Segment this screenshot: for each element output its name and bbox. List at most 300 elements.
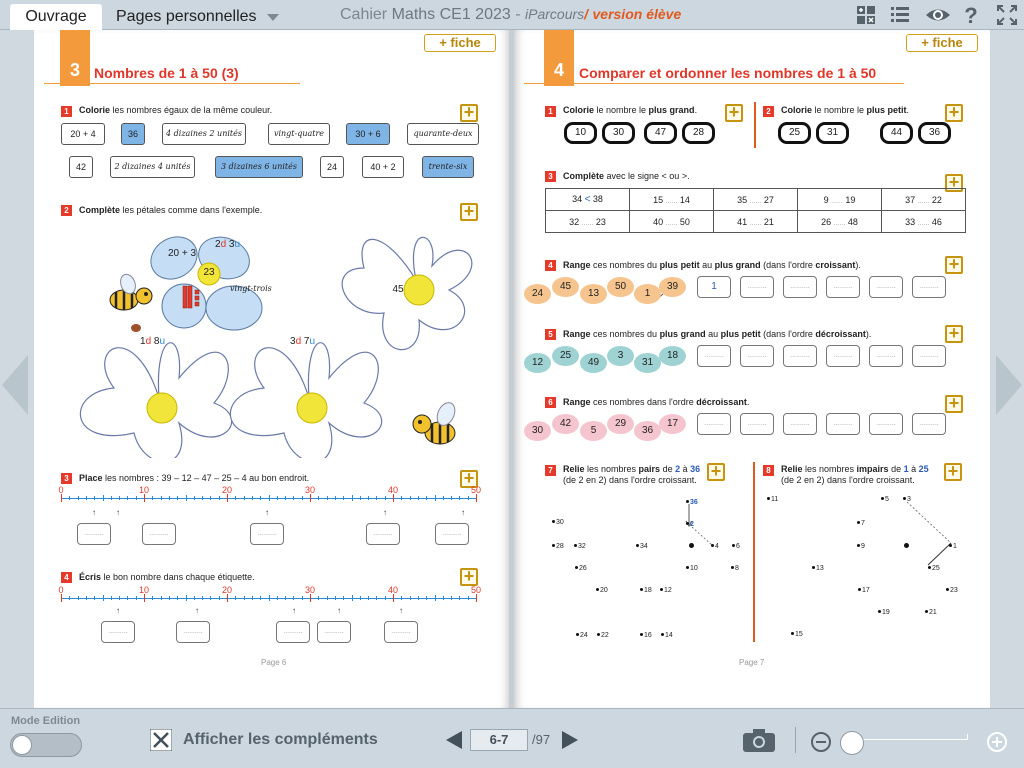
- glasses-lens[interactable]: 47: [644, 122, 677, 144]
- svg-text:?: ?: [964, 4, 978, 26]
- answer-box[interactable]: ..........: [697, 345, 731, 367]
- number-line-tick: [78, 496, 79, 500]
- grid-icon[interactable]: [855, 4, 877, 26]
- flower-center-number: 45: [392, 284, 404, 295]
- connect-dot[interactable]: [597, 633, 600, 636]
- connect-dot-label: 12: [664, 587, 672, 594]
- number-line-tick: [152, 496, 153, 500]
- number-line-tick: [111, 596, 112, 600]
- connect-dot[interactable]: [881, 497, 884, 500]
- number-line-tick: [335, 496, 336, 500]
- connect-dot[interactable]: [857, 544, 860, 547]
- number-bubble[interactable]: 13: [580, 284, 607, 304]
- arrow-up-icon: ↑: [383, 508, 387, 517]
- arrow-up-icon: ↑: [399, 606, 403, 615]
- exercise-number: 1: [545, 106, 556, 117]
- connect-dot-label: 3: [907, 496, 911, 503]
- answer-box[interactable]: ..........: [869, 413, 903, 435]
- connect-dot-label: 9: [861, 543, 865, 550]
- number-bubble[interactable]: 39: [659, 277, 686, 297]
- list-icon[interactable]: [889, 4, 911, 26]
- title-maths: Maths CE1 2023: [391, 6, 511, 23]
- answer-box[interactable]: ..........: [740, 413, 774, 435]
- number-line-tick: [451, 496, 452, 500]
- number-line-label: 10: [138, 485, 149, 495]
- answer-box[interactable]: ..........: [366, 523, 400, 545]
- close-icon[interactable]: [150, 729, 172, 751]
- zoom-out-icon[interactable]: [810, 731, 832, 753]
- exercise-number: 2: [61, 205, 72, 216]
- arrow-up-icon: ↑: [92, 508, 96, 517]
- number-line-tick: [177, 596, 178, 600]
- exercise-number: 2: [763, 106, 774, 117]
- zoom-in-icon[interactable]: [986, 731, 1008, 753]
- number-bubble[interactable]: 42: [552, 414, 579, 434]
- connect-dot-label: 21: [929, 609, 937, 616]
- connect-dot[interactable]: [903, 497, 906, 500]
- arrow-up-icon: ↑: [265, 508, 269, 517]
- book-spread: [34, 30, 990, 708]
- answer-box[interactable]: ..........: [740, 276, 774, 298]
- number-line-tick: [393, 494, 394, 502]
- fiche-button[interactable]: + fiche: [906, 34, 978, 52]
- plus-button[interactable]: +: [945, 325, 963, 343]
- number-line-tick: [136, 596, 137, 600]
- chapter-number: 3: [60, 30, 90, 86]
- arrow-up-icon: ↑: [116, 606, 120, 615]
- glasses-lens[interactable]: 30: [602, 122, 635, 144]
- number-line-tick: [86, 596, 87, 600]
- petal-tens-units: 2d 3u: [215, 239, 241, 250]
- number-line-label: 50: [470, 485, 481, 495]
- fiche-button[interactable]: + fiche: [424, 34, 496, 52]
- number-line-tick: [227, 494, 228, 502]
- number-line-tick: [235, 596, 236, 600]
- number-line-label: 40: [387, 585, 398, 595]
- connect-dot[interactable]: [686, 566, 689, 569]
- answer-box[interactable]: ..........: [697, 413, 731, 435]
- connect-dot[interactable]: [949, 544, 952, 547]
- answer-box[interactable]: ..........: [912, 345, 946, 367]
- comparison-cell[interactable]: 32 ...... 23: [546, 211, 630, 233]
- number-line-tick: [376, 496, 377, 500]
- exercise-number: 6: [545, 397, 556, 408]
- answer-box[interactable]: ..........: [869, 345, 903, 367]
- glasses-lens[interactable]: 31: [816, 122, 849, 144]
- comparison-cell[interactable]: 15 ...... 14: [630, 189, 714, 211]
- number-line-tick: [61, 594, 62, 602]
- number-line-tick: [401, 496, 402, 500]
- answer-box[interactable]: ..........: [912, 413, 946, 435]
- number-line-tick: [410, 596, 411, 600]
- plus-button[interactable]: +: [944, 463, 962, 481]
- chapter-title: Nombres de 1 à 50 (3): [94, 65, 239, 81]
- comparison-cell[interactable]: 35 ...... 27: [714, 189, 798, 211]
- comparison-cell[interactable]: 37 ...... 22: [882, 189, 966, 211]
- document-title: [340, 6, 681, 24]
- number-line-tick: [352, 495, 353, 501]
- plus-button[interactable]: +: [460, 568, 478, 586]
- title-cahier: Cahier: [340, 6, 388, 23]
- zoom-slider-knob[interactable]: [840, 731, 864, 755]
- exercise-number: 3: [545, 171, 556, 182]
- arrow-up-icon: ↑: [292, 606, 296, 615]
- number-line-label: 0: [58, 485, 64, 495]
- number-line-tick: [252, 596, 253, 600]
- number-line-tick: [468, 496, 469, 500]
- petal-word: vingt-trois: [230, 284, 272, 293]
- chapter-number: 4: [544, 30, 574, 86]
- connect-dot-label: 6: [736, 543, 740, 550]
- number-line-tick: [61, 494, 62, 502]
- title-slash: /: [584, 6, 589, 22]
- connect-dot[interactable]: [791, 632, 794, 635]
- answer-box[interactable]: ..........: [912, 276, 946, 298]
- number-line-tick: [476, 494, 477, 502]
- connect-dot[interactable]: [640, 588, 643, 591]
- next-page-icon[interactable]: [560, 729, 580, 751]
- answer-box[interactable]: ..........: [783, 345, 817, 367]
- previous-page-arrow-icon[interactable]: [0, 355, 30, 415]
- connect-dot-label: 11: [771, 496, 779, 503]
- connect-dot[interactable]: [928, 566, 931, 569]
- number-line-tick: [136, 496, 137, 500]
- answer-box[interactable]: 1: [697, 276, 731, 298]
- connect-dot-label: 23: [950, 587, 958, 594]
- number-line-tick: [376, 596, 377, 600]
- answer-box[interactable]: ..........: [176, 621, 210, 643]
- connect-dot[interactable]: [686, 500, 689, 503]
- connect-dot[interactable]: [732, 544, 735, 547]
- number-bubble[interactable]: 17: [659, 414, 686, 434]
- connect-dot-label: 10: [690, 565, 698, 572]
- number-line-tick: [285, 496, 286, 500]
- connect-dot[interactable]: [731, 566, 734, 569]
- connect-dot[interactable]: [596, 588, 599, 591]
- number-line-tick: [69, 596, 70, 600]
- exercise-instruction: Complète avec le signe < ou >.: [563, 171, 690, 181]
- exercise-instruction: Place les nombres : 39 – 12 – 47 – 25 – 4 au bon endroit.: [79, 473, 310, 483]
- number-line-tick: [459, 496, 460, 500]
- bottom-toolbar: [0, 708, 1024, 768]
- exercise-instruction-line2: (de 2 en 2) dans l'ordre croissant.: [563, 475, 697, 485]
- comparison-cell[interactable]: 41 ...... 21: [714, 211, 798, 233]
- page-input[interactable]: 6-7: [470, 729, 528, 751]
- afficher-complements-label[interactable]: Afficher les compléments: [183, 731, 378, 748]
- answer-box[interactable]: ..........: [826, 345, 860, 367]
- exercise-instruction: Colorie le nombre le plus petit.: [781, 105, 910, 115]
- number-line-tick: [401, 596, 402, 600]
- plus-button[interactable]: +: [707, 463, 725, 481]
- number-line-tick: [393, 594, 394, 602]
- connect-dot[interactable]: [576, 633, 579, 636]
- glasses-lens[interactable]: 44: [880, 122, 913, 144]
- connect-dot-label: 7: [861, 520, 865, 527]
- plus-button[interactable]: +: [945, 256, 963, 274]
- answer-box[interactable]: ..........: [77, 523, 111, 545]
- number-line-tick: [352, 595, 353, 601]
- connect-dot[interactable]: [574, 544, 577, 547]
- previous-page-icon[interactable]: [444, 729, 464, 751]
- number-line-tick: [443, 596, 444, 600]
- connect-dot-label: 19: [882, 609, 890, 616]
- connect-dot[interactable]: [946, 588, 949, 591]
- number-line-tick: [435, 595, 436, 601]
- answer-box[interactable]: ..........: [435, 523, 469, 545]
- connect-dot-label: 34: [640, 543, 648, 550]
- tag[interactable]: 4 dizaines 2 unités: [162, 123, 246, 145]
- comparison-cell[interactable]: 9 ...... 19: [798, 189, 882, 211]
- number-line-tick: [202, 496, 203, 500]
- number-line-tick: [327, 596, 328, 600]
- number-line-tick: [186, 495, 187, 501]
- page-left: [34, 30, 510, 708]
- exercise-instruction: Colorie le nombre le plus grand.: [563, 105, 698, 115]
- zoom-slider-track[interactable]: [853, 734, 968, 740]
- connect-dot[interactable]: [552, 520, 555, 523]
- number-line-tick: [310, 594, 311, 602]
- number-bubble[interactable]: 30: [524, 421, 551, 441]
- connect-dot[interactable]: [552, 544, 555, 547]
- connect-dot-label: 20: [600, 587, 608, 594]
- answer-box[interactable]: ..........: [142, 523, 176, 545]
- number-bubble[interactable]: 5: [580, 421, 607, 441]
- chapter-title: Comparer et ordonner les nombres de 1 à 50: [579, 65, 877, 81]
- center-dot: [904, 543, 909, 548]
- exercise-number: 3: [61, 473, 72, 484]
- connect-dot-label: 13: [816, 565, 824, 572]
- tag[interactable]: 20 + 4: [61, 123, 105, 145]
- connect-dot-label: 8: [735, 565, 739, 572]
- answer-box[interactable]: ..........: [101, 621, 135, 643]
- number-line-tick: [252, 496, 253, 500]
- number-line-tick: [119, 496, 120, 500]
- number-line-tick: [177, 496, 178, 500]
- number-line-tick: [86, 496, 87, 500]
- exercise-number: 8: [763, 465, 774, 476]
- answer-box[interactable]: ..........: [250, 523, 284, 545]
- tag[interactable]: 2 dizaines 4 unités: [110, 156, 195, 178]
- petal-sum: 20 + 3: [168, 248, 197, 259]
- number-line-tick: [285, 596, 286, 600]
- exercise-instruction: Range ces nombres du plus petit au plus grand (dans l'ordre croissant).: [563, 260, 861, 270]
- exercise-instruction: Relie les nombres pairs de 2 à 36: [563, 464, 701, 474]
- connect-dot-label: 36: [690, 499, 698, 506]
- number-line-tick: [277, 496, 278, 500]
- connect-dot-label: 24: [580, 632, 588, 639]
- title-iparcours: iParcours: [525, 6, 585, 22]
- plus-button[interactable]: +: [945, 395, 963, 413]
- tab-ouvrage[interactable]: Ouvrage: [10, 4, 102, 30]
- number-bubble[interactable]: 25: [552, 346, 579, 366]
- number-line-tick: [435, 495, 436, 501]
- number-line-tick: [69, 496, 70, 500]
- glasses-lens[interactable]: 36: [918, 122, 951, 144]
- number-line-tick: [443, 496, 444, 500]
- number-line-tick: [343, 596, 344, 600]
- mode-edition-label: Mode Edition: [11, 715, 81, 727]
- answer-box[interactable]: ..........: [740, 345, 774, 367]
- fullscreen-icon[interactable]: [996, 4, 1018, 26]
- chapter-underline: [44, 83, 300, 84]
- connect-dot[interactable]: [636, 544, 639, 547]
- answer-box[interactable]: ..........: [276, 621, 310, 643]
- connect-dot-label: 22: [601, 632, 609, 639]
- number-line-tick: [127, 596, 128, 600]
- tag[interactable]: 36: [121, 123, 145, 145]
- plus-button[interactable]: +: [460, 203, 478, 221]
- exercise-instruction: Colorie les nombres égaux de la même couleur.: [79, 105, 273, 115]
- connect-dot[interactable]: [878, 610, 881, 613]
- number-line-tick: [210, 496, 211, 500]
- connect-dot-label: 26: [579, 565, 587, 572]
- connect-dot[interactable]: [857, 521, 860, 524]
- plus-button[interactable]: +: [725, 104, 743, 122]
- number-bubble[interactable]: 49: [580, 353, 607, 373]
- chevron-down-icon[interactable]: [267, 14, 279, 21]
- arrow-up-icon: ↑: [461, 508, 465, 517]
- number-line-tick: [476, 594, 477, 602]
- answer-box[interactable]: ..........: [317, 621, 351, 643]
- connect-dot[interactable]: [575, 566, 578, 569]
- number-line-label: 10: [138, 585, 149, 595]
- number-line-tick: [318, 596, 319, 600]
- comparison-cell[interactable]: 40 ...... 50: [630, 211, 714, 233]
- mode-edition-toggle[interactable]: [10, 733, 82, 757]
- number-bubble[interactable]: 3: [607, 346, 634, 366]
- connect-dot[interactable]: [767, 497, 770, 500]
- number-line-tick: [302, 496, 303, 500]
- tag[interactable]: 24: [320, 156, 344, 178]
- number-bubble[interactable]: 12: [524, 353, 551, 373]
- help-icon[interactable]: [960, 4, 982, 26]
- number-line-tick: [103, 495, 104, 501]
- connect-dot-label: 28: [556, 543, 564, 550]
- plus-button[interactable]: +: [945, 174, 963, 192]
- connect-dot[interactable]: [812, 566, 815, 569]
- number-bubble[interactable]: 31: [634, 353, 661, 373]
- number-bubble[interactable]: 18: [659, 346, 686, 366]
- number-line-tick: [269, 495, 270, 501]
- answer-box[interactable]: ..........: [826, 276, 860, 298]
- answer-box[interactable]: ..........: [826, 413, 860, 435]
- bee-icon: [110, 272, 152, 332]
- number-bubble[interactable]: 29: [607, 414, 634, 434]
- number-bubble[interactable]: 1: [634, 284, 661, 304]
- exercise-instruction: Range ces nombres dans l'ordre décroissant.: [563, 397, 750, 407]
- glasses-lens[interactable]: 25: [778, 122, 811, 144]
- tag[interactable]: vingt-quatre: [268, 123, 330, 145]
- number-bubble[interactable]: 36: [634, 421, 661, 441]
- number-line-tick: [161, 596, 162, 600]
- flowers-illustration: [54, 218, 494, 458]
- number-bubble[interactable]: 50: [607, 277, 634, 297]
- plus-button[interactable]: +: [460, 104, 478, 122]
- number-line-tick: [418, 596, 419, 600]
- exercise-number: 4: [61, 572, 72, 583]
- connect-dot[interactable]: [925, 610, 928, 613]
- number-line-tick: [194, 596, 195, 600]
- comparison-cell[interactable]: 34 < 38: [546, 189, 630, 211]
- glasses-lens[interactable]: 28: [682, 122, 715, 144]
- exercise-number: 4: [545, 260, 556, 271]
- number-line-tick: [119, 596, 120, 600]
- connect-dot[interactable]: [640, 633, 643, 636]
- title-version: version élève: [592, 6, 682, 22]
- number-line-tick: [227, 594, 228, 602]
- connect-dot-label: 18: [644, 587, 652, 594]
- number-line-label: 20: [221, 585, 232, 595]
- tag[interactable]: quarante-deux: [407, 123, 479, 145]
- answer-box[interactable]: ..........: [869, 276, 903, 298]
- next-page-arrow-icon[interactable]: [994, 355, 1024, 415]
- answer-box[interactable]: ..........: [783, 413, 817, 435]
- camera-icon[interactable]: [742, 727, 776, 753]
- tag[interactable]: 3 dizaines 6 unités: [215, 156, 303, 178]
- answer-box[interactable]: ..........: [384, 621, 418, 643]
- arrow-up-icon: ↑: [116, 508, 120, 517]
- number-line-tick: [327, 496, 328, 500]
- connect-dot[interactable]: [660, 588, 663, 591]
- number-line-tick: [78, 596, 79, 600]
- plus-button[interactable]: +: [945, 104, 963, 122]
- glasses-lens[interactable]: 10: [564, 122, 597, 144]
- number-line-tick: [335, 596, 336, 600]
- number-line-tick: [244, 496, 245, 500]
- number-line-tick: [219, 596, 220, 600]
- number-bubble[interactable]: 45: [552, 277, 579, 297]
- exercise-instruction: Complète les pétales comme dans l'exemple.: [79, 205, 263, 215]
- tab-pages-personnelles[interactable]: Pages personnelles: [116, 8, 257, 25]
- number-line-tick: [194, 496, 195, 500]
- answer-box[interactable]: ..........: [783, 276, 817, 298]
- tag[interactable]: trente-six: [422, 156, 474, 178]
- number-line-tick: [260, 496, 261, 500]
- number-line-tick: [368, 596, 369, 600]
- number-line-tick: [368, 496, 369, 500]
- connect-dot-label: 1: [953, 543, 957, 550]
- connect-dot-label: 30: [556, 519, 564, 526]
- number-line-tick: [318, 496, 319, 500]
- number-line-tick: [260, 596, 261, 600]
- plus-button[interactable]: +: [460, 470, 478, 488]
- number-line-tick: [103, 595, 104, 601]
- comparison-cell[interactable]: 33 ...... 46: [882, 211, 966, 233]
- number-line-label: 30: [304, 485, 315, 495]
- connect-dot[interactable]: [711, 544, 714, 547]
- number-line-tick: [302, 596, 303, 600]
- number-line-tick: [410, 496, 411, 500]
- number-line-tick: [186, 595, 187, 601]
- number-line-tick: [219, 496, 220, 500]
- connect-dot[interactable]: [686, 522, 689, 525]
- petal-tens-units: 3d 7u: [290, 336, 316, 347]
- comparison-cell[interactable]: 26 ...... 48: [798, 211, 882, 233]
- tag[interactable]: 30 + 6: [346, 123, 390, 145]
- number-line-tick: [161, 496, 162, 500]
- exercise-number: 1: [61, 106, 72, 117]
- connect-dot[interactable]: [858, 588, 861, 591]
- connect-dot-label: 17: [862, 587, 870, 594]
- toggle-knob: [12, 735, 32, 755]
- number-line-tick: [169, 596, 170, 600]
- connect-dot[interactable]: [661, 633, 664, 636]
- number-line-tick: [210, 596, 211, 600]
- tag[interactable]: 40 + 2: [362, 156, 404, 178]
- number-bubble[interactable]: 24: [524, 284, 551, 304]
- eye-icon[interactable]: [924, 4, 952, 26]
- tag[interactable]: 42: [69, 156, 93, 178]
